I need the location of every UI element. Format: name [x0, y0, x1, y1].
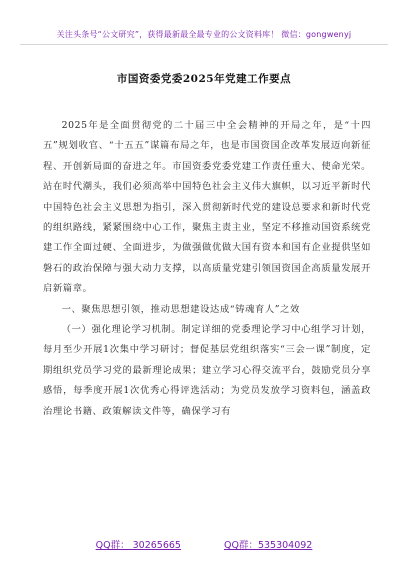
section-heading: 一、聚焦思想引领，推动思想建设达成“铸魂育人”之效 — [61, 303, 300, 315]
intro-paragraph: 2025年是全面贯彻党的二十届三中全会精神的开局之年，是“十四五”规划收官、“十五五”谋篇布局之年，也是市国资国企改革发展迈向新征程、开创新局面的奋进之年。市国资委党委党建工作责任重大、使命光荣。站在时代潮头，我们必须高举中国特色社会主义伟大旗帜，以习近平新时代中国特色社会主义思想为指引，深入贯彻新时代党的建设总要求和新时代党的组织路线，紧紧围绕中心工作，聚焦主责主业，坚定不移推动国资系统党建工作全面过硬、全面进步，为做强做优做大国有资本和国有企业提供坚如磐石的政治保障与强大动力支撑，以高质量党建引领国资国企高质量发展开启新篇章。 — [43, 120, 371, 295]
header-divider — [20, 44, 388, 45]
subsection-paragraph: （一）强化理论学习机制。制定详细的党委理论学习中心组学习计划，每月至少开展1次集中学习研讨；督促基层党组织落实“三会一课”制度，定期组织党员学习党的最新理论成果；建立学习心得交流平台，鼓励党员分享感悟，每季度开展1次优秀心得评选活动；为党员发放学习资料包，涵盖政治理论书籍、政策解读文件等，确保学习有 — [43, 324, 371, 417]
footer — [0, 537, 408, 551]
document-body — [43, 116, 371, 422]
qq-group-2: QQ群：535304092 — [224, 540, 313, 551]
document-title: 市国资委党委2025年党建工作要点 — [116, 73, 292, 85]
qq-group-1: QQ群： 30265665 — [95, 540, 181, 551]
header-banner: 关注头条号“公文研究”，获得最新最全最专业的公文资料库！ 微信：gongwenyj — [56, 30, 352, 39]
